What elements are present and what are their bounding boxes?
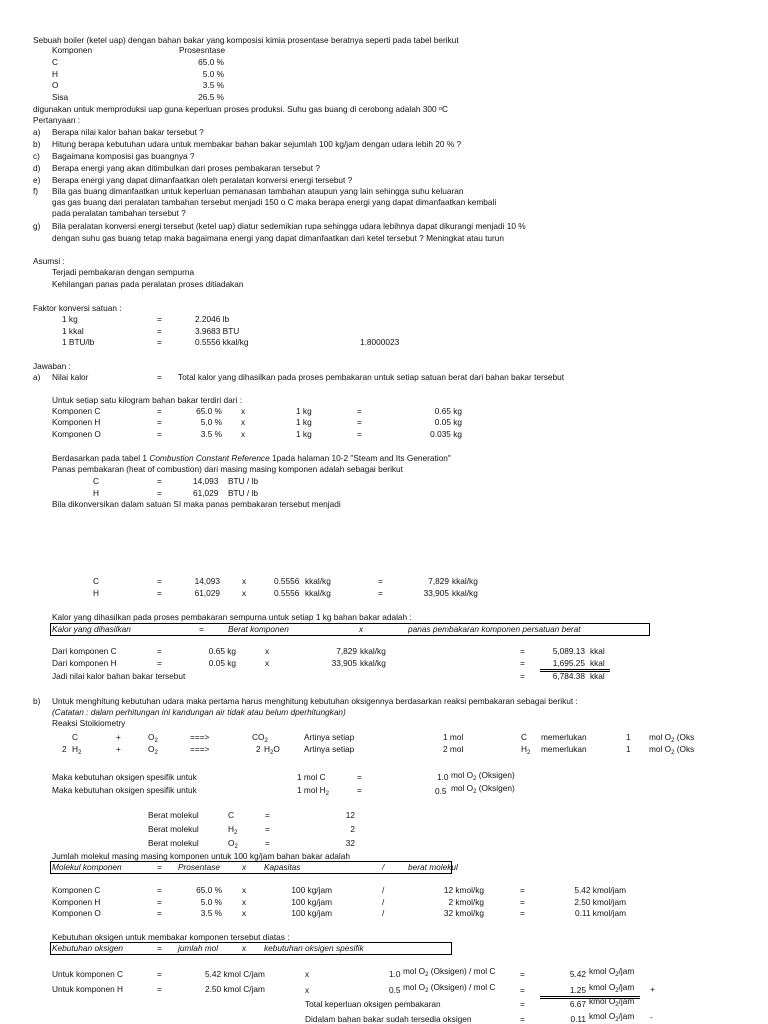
equals: = <box>357 406 362 416</box>
times: x <box>241 406 246 416</box>
komp-percent: 3.5 % <box>200 429 222 439</box>
equals: = <box>265 824 270 834</box>
mol-label: Komponen O <box>52 908 101 918</box>
question-text: dengan suhu gas buang tetap maka bagaimana energi yang dapat dimanfaatkan dari ketel tersebut ? Meningkat atau turun <box>52 233 505 243</box>
equals: = <box>157 588 162 598</box>
bm-element: C <box>228 810 234 820</box>
divide: / <box>382 908 385 918</box>
answer-label: a) <box>33 372 41 382</box>
question-text: gas gas buang dari peralatan tambahan tersebut menjadi 150 o C maka berapa energi yang dapat dimanfaatkan kembali <box>52 197 497 207</box>
komp-label: Komponen C <box>52 406 101 416</box>
equals: = <box>157 646 162 656</box>
equals: = <box>157 429 162 439</box>
untuk-factor: 0.5 <box>389 985 401 995</box>
asumsi-item: Terjadi pembakaran dengan sempurna <box>52 267 195 277</box>
equals: = <box>157 337 162 347</box>
mol-bm: 32 kmol/kg <box>443 908 484 918</box>
equals: = <box>520 908 525 918</box>
didalam-label: Didalam bahan bakar sudah tersedia oksigen <box>305 1014 472 1024</box>
untuk-mol: 5.42 kmol C/jam <box>205 969 265 979</box>
mol-result: 5.42 kmol/jam <box>574 885 626 895</box>
formula-term: Kebutuhan oksigen <box>52 943 124 953</box>
comp-value: 3.5 % <box>202 80 224 90</box>
equals: = <box>157 372 162 382</box>
dari-result: 1,695.25 <box>552 658 585 668</box>
formula-term: jumlah mol <box>178 943 219 953</box>
dari-heat: 7,829 <box>336 646 357 656</box>
times: x <box>265 646 270 656</box>
komp-label: Komponen H <box>52 417 101 427</box>
r1-lhs1: C <box>72 732 78 742</box>
times: x <box>241 417 246 427</box>
untuk-unit: mol $O_2$ (Oksigen) / mol C <box>403 966 496 978</box>
b-intro: Untuk menghitung kebutuhan udara maka pertama harus menghitung kebutuhan oksigennya berdasarkan reaksi pembakaran sebagai berikut : <box>52 696 578 706</box>
plus: + <box>116 744 121 754</box>
times: x <box>242 908 247 918</box>
formula-term: Kalor yang dihasilkan <box>52 624 131 634</box>
bm-value: 32 <box>345 838 355 848</box>
formula-times: x <box>359 624 364 634</box>
equals: = <box>157 476 162 486</box>
mol-cap: 100 kg/jam <box>291 908 332 918</box>
r1-lhs2: $O_2$ <box>148 732 158 744</box>
kebutuhan-line: Kebutuhan oksigen untuk membakar komponen tersebut diatas : <box>52 932 290 942</box>
r1-mol: 1 mol <box>443 732 464 742</box>
formula-term: Prosentase <box>178 862 220 872</box>
kalor-sempurna-line: Kalor yang dihasilkan pada proses pembakaran sempurna untuk setiap 1 kg bahan bakar adalah : <box>52 612 412 622</box>
formula-term: berat molekul <box>408 862 458 872</box>
ref-italic: Combustion Constant Reference <box>149 453 270 463</box>
r1-mol-o2: mol $O_2$ (Oks <box>649 732 695 744</box>
times: x <box>242 588 247 598</box>
mol-label: Komponen C <box>52 885 101 895</box>
formula-eq: = <box>157 862 162 872</box>
comp-value: 5.0 % <box>202 69 224 79</box>
spes-mol: 1 mol $H_2$ <box>297 785 329 797</box>
answer-title: Nilai kalor <box>52 372 89 382</box>
total-value: 6.67 <box>569 999 586 1009</box>
spes-mol: 1 mol C <box>297 772 326 782</box>
nilai-kalor-definition: Total kalor yang dihasilkan pada proses pembakaran untuk setiap satuan berat dari bahan bakar tersebut <box>178 372 565 382</box>
equals: = <box>157 326 162 336</box>
equals: = <box>520 885 525 895</box>
formula-times: x <box>242 862 247 872</box>
formula-term: kebutuhan oksigen spesifik <box>264 943 364 953</box>
jadi-line: Jadi nilai kalor bahan bakar tersebut <box>52 671 186 681</box>
answer-label: b) <box>33 696 41 706</box>
question-text: Bagaimana komposisi gas buangnya ? <box>52 151 195 161</box>
asumsi-item: Kehilangan panas pada peralatan proses ditiadakan <box>52 279 244 289</box>
kkal-result-unit: kkal/kg <box>452 588 478 598</box>
bm-element: $O_2$ <box>228 838 238 850</box>
komp-result: 0.035 kg <box>430 429 462 439</box>
question-number: c) <box>33 151 40 161</box>
r2-lhs1: $H_2$ <box>72 744 82 756</box>
dari-heat: 33,905 <box>331 658 357 668</box>
nilai-kalor-total: 6,784.38 <box>552 671 585 681</box>
plus: + <box>116 732 121 742</box>
untuk-result: 5.42 <box>569 969 586 979</box>
kkal-factor-unit: kkal/kg <box>305 576 331 586</box>
faktor-value: 0.5556 kkal/kg <box>195 337 249 347</box>
equals: = <box>378 588 383 598</box>
mol-cap: 100 kg/jam <box>291 885 332 895</box>
times: x <box>241 429 246 439</box>
btu-element: C <box>93 476 99 486</box>
ref-pre: Berdasarkan pada tabel 1 <box>52 453 150 463</box>
r2-coef: 2 <box>62 744 67 754</box>
faktor-unit: 1 kkal <box>62 326 84 336</box>
jumlah-line: Jumlah molekul masing masing komponen untuk 100 kg/jam bahan bakar adalah <box>52 851 350 861</box>
comp-name: C <box>52 57 58 67</box>
komp-label: Komponen O <box>52 429 101 439</box>
untuk-unit: mol $O_2$ (Oksigen) / mol C <box>403 982 496 994</box>
faktor-extra: 1.8000023 <box>360 337 400 347</box>
kkal-element: C <box>93 576 99 586</box>
komp-result: 0.05 kg <box>434 417 462 427</box>
equals: = <box>520 646 525 656</box>
equals: = <box>157 314 162 324</box>
didalam-value: 0.11 <box>570 1014 586 1024</box>
col-header-komponen: Komponen <box>52 45 93 55</box>
equals: = <box>357 785 362 795</box>
btu-unit: BTU / lb <box>228 476 258 486</box>
untuk-label: Untuk komponen C <box>52 969 124 979</box>
memerlukan: memerlukan <box>541 744 587 754</box>
memerlukan: memerlukan <box>541 732 587 742</box>
r1-element: C <box>521 732 527 742</box>
equals: = <box>357 772 362 782</box>
reaksi-title: Reaksi Stoikiometry <box>52 718 126 728</box>
comp-name: O <box>52 80 59 90</box>
kkal-result: 7,829 <box>428 576 449 586</box>
comp-value: 26.5 % <box>198 92 224 102</box>
equals: = <box>520 969 525 979</box>
artinya: Artinya setiap <box>304 732 355 742</box>
divide: / <box>382 885 385 895</box>
question-number: f) <box>33 186 39 196</box>
spes-value: 0.5 <box>435 786 447 796</box>
faktor-unit: 1 BTU/lb <box>62 337 95 347</box>
bm-value: 12 <box>345 810 355 820</box>
bm-value: 2 <box>350 824 355 834</box>
si-line: Bila dikonversikan dalam satuan SI maka panas pembakaran tersebut menjadi <box>52 499 341 509</box>
dari-kg: 0.65 kg <box>208 646 236 656</box>
question-text: Bila peralatan konversi energi tersebut (ketel uap) diatur sedemikian rupa sehingga udara lebihnya dapat dikurangi menjadi 10 % <box>52 221 526 231</box>
faktor-value: 3.9683 BTU <box>195 326 240 336</box>
ref-post: 1pada halaman 10-2 "Steam and Its Generation" <box>269 453 451 463</box>
formula-term: Molekul komponen <box>52 862 122 872</box>
r2-product: $H_2O$ <box>264 744 280 756</box>
b-catatan: (Catatan : dalam perhitungan ini kandungan air tidak atau belum dperhitungkan) <box>52 707 346 717</box>
sum-minus: - <box>650 1012 653 1022</box>
equals: = <box>520 1014 525 1024</box>
equals: = <box>157 658 162 668</box>
untuk-result: 1.25 <box>569 985 586 995</box>
mol-result: 0.11 kmol/jam <box>574 908 626 918</box>
questions-title: Pertanyaan : <box>33 115 81 125</box>
question-text: Hitung berapa kebutuhan udara untuk membakar bahan bakar sejumlah 100 kg/jam dengan udara lebih 20 % ? <box>52 139 462 149</box>
mol-bm: 12 kmol/kg <box>443 885 484 895</box>
r2-coef: 2 <box>256 744 261 754</box>
untuk-mol: 2.50 kmol C/jam <box>205 984 265 994</box>
reference-line <box>52 454 451 462</box>
per-kg-intro: Untuk setiap satu kilogram bahan bakar terdiri dari : <box>52 395 243 405</box>
question-text: Berapa nilai kalor bahan bakar tersebut ? <box>52 127 204 137</box>
r2-element: $H_2$ <box>521 744 531 756</box>
sum-underline <box>540 669 610 670</box>
spes-unit: mol $O_2$ (Oksigen) <box>451 770 515 782</box>
total-label: Total keperluan oksigen pembakaran <box>305 999 441 1009</box>
bm-element: $H_2$ <box>228 824 238 836</box>
question-number: b) <box>33 139 41 149</box>
sum-plus: + <box>650 984 655 994</box>
equals: = <box>157 984 162 994</box>
mol-percent: 5.0 % <box>200 897 222 907</box>
equals: = <box>520 985 525 995</box>
kkal-btu: 61,029 <box>194 588 220 598</box>
kkal-result-unit: kkal/kg <box>452 576 478 586</box>
dari-result-unit: kkal <box>590 658 605 668</box>
question-number: g) <box>33 221 41 231</box>
times: x <box>242 576 247 586</box>
komp-kg: 1 kg <box>296 406 312 416</box>
faktor-unit: 1 kg <box>62 314 78 324</box>
dari-label: Dari komponen C <box>52 646 117 656</box>
dari-result-unit: kkal <box>590 646 605 656</box>
equals: = <box>157 969 162 979</box>
kkal-factor-unit: kkal/kg <box>305 588 331 598</box>
spes-unit: mol $O_2$ (Oksigen) <box>451 783 515 795</box>
formula-term: panas pembakaran komponen persatuan berat <box>408 624 581 634</box>
equals: = <box>520 671 525 681</box>
komp-kg: 1 kg <box>296 417 312 427</box>
r2-mol: 2 mol <box>443 744 464 754</box>
nilai-kalor-unit: kkal <box>590 671 605 681</box>
dari-kg: 0.05 kg <box>208 658 236 668</box>
dari-result: 5,089.13 <box>552 646 585 656</box>
times: x <box>242 897 247 907</box>
equals: = <box>265 810 270 820</box>
dari-label: Dari komponen H <box>52 658 117 668</box>
question-text: Berapa energi yang akan ditimbulkan dari proses pembakaran tersebut ? <box>52 163 320 173</box>
times: x <box>305 969 310 979</box>
formula-eq: = <box>157 943 162 953</box>
r1-n: 1 <box>626 732 631 742</box>
r2-mol-o2: mol $O_2$ (Oks <box>649 744 695 756</box>
problem-statement: Sebuah boiler (ketel uap) dengan bahan bakar yang komposisi kimia prosentase beratnya seperti pada tabel berikut <box>33 35 459 45</box>
faktor-value: 2.2046 lb <box>195 314 230 324</box>
times: x <box>305 985 310 995</box>
spes-value: 1.0 <box>437 772 449 782</box>
mol-label: Komponen H <box>52 897 101 907</box>
bm-label: Berat molekul <box>148 810 199 820</box>
formula-times: x <box>242 943 247 953</box>
question-number: e) <box>33 175 41 185</box>
untuk-result-unit: kmol $O_2$/jam <box>589 966 635 978</box>
equals: = <box>157 406 162 416</box>
spes-label: Maka kebutuhan oksigen spesifik untuk <box>52 785 197 795</box>
equals: = <box>520 897 525 907</box>
mol-percent: 65.0 % <box>196 885 222 895</box>
kkal-factor: 0.5556 <box>274 588 300 598</box>
r2-n: 1 <box>626 744 631 754</box>
equals: = <box>265 838 270 848</box>
arrow: ===> <box>190 732 210 742</box>
equals: = <box>520 999 525 1009</box>
question-text: Berapa energi yang dapat dimanfaatkan oleh peralatan konversi energi tersebut ? <box>52 175 353 185</box>
mol-cap: 100 kg/jam <box>291 897 332 907</box>
equals: = <box>157 576 162 586</box>
mol-bm: 2 kmol/kg <box>448 897 484 907</box>
kkal-element: H <box>93 588 99 598</box>
total-unit: kmol $O_2$/jam <box>589 996 635 1008</box>
dari-heat-unit: kkal/kg <box>360 646 386 656</box>
komp-kg: 1 kg <box>296 429 312 439</box>
comp-value: 65.0 % <box>198 57 224 67</box>
arrow: ===> <box>190 744 210 754</box>
bm-label: Berat molekul <box>148 824 199 834</box>
untuk-result-unit: kmol $O_2$/jam <box>589 982 635 994</box>
kkal-btu: 14,093 <box>194 576 220 586</box>
btu-value: 14,093 <box>193 476 219 486</box>
komp-percent: 5.0 % <box>200 417 222 427</box>
bm-label: Berat molekul <box>148 838 199 848</box>
komp-percent: 65.0 % <box>196 406 222 416</box>
formula-div: / <box>382 862 385 872</box>
equals: = <box>157 488 162 498</box>
artinya: Artinya setiap <box>304 744 355 754</box>
untuk-factor: 1.0 <box>389 969 401 979</box>
equals: = <box>157 885 162 895</box>
btu-unit: BTU / lb <box>228 488 258 498</box>
times: x <box>265 658 270 668</box>
divide: / <box>382 897 385 907</box>
faktor-title: Faktor konversi satuan : <box>33 303 122 313</box>
question-text: Bila gas buang dimanfaatkan untuk keperluan pemanasan tambahan ataupun yang lain sehingga suhu keluaran <box>52 186 464 196</box>
equals: = <box>357 417 362 427</box>
kkal-result: 33,905 <box>423 588 449 598</box>
untuk-label: Untuk komponen H <box>52 984 124 994</box>
r2-lhs2: $O_2$ <box>148 744 158 756</box>
didalam-unit: kmol $O_2$/jam <box>589 1011 635 1023</box>
equals: = <box>378 576 383 586</box>
spes-label: Maka kebutuhan oksigen spesifik untuk <box>52 772 197 782</box>
btu-value: 61,029 <box>193 488 219 498</box>
panas-line: Panas pembakaran (heat of combustion) dari masing masing komponen adalah sebagai berikut <box>52 464 403 474</box>
question-number: d) <box>33 163 41 173</box>
dari-heat-unit: kkal/kg <box>360 658 386 668</box>
equals: = <box>157 417 162 427</box>
comp-name: H <box>52 69 58 79</box>
btu-element: H <box>93 488 99 498</box>
usage-line: digunakan untuk memproduksi uap guna keperluan proses produksi. Suhu gas buang di cerobong adalah 300 ᵒC <box>33 104 449 114</box>
asumsi-title: Asumsi : <box>33 256 65 266</box>
mol-result: 2.50 kmol/jam <box>574 897 626 907</box>
comp-name: Sisa <box>52 92 69 102</box>
formula-eq: = <box>199 624 204 634</box>
kkal-factor: 0.5556 <box>274 576 300 586</box>
question-text: pada peralatan tambahan tersebut ? <box>52 208 186 218</box>
komp-result: 0.65 kg <box>434 406 462 416</box>
question-number: a) <box>33 127 41 137</box>
jawaban-title: Jawaban : <box>33 361 71 371</box>
r1-product: $CO_2$ <box>252 732 268 744</box>
col-header-prosentase: Prosesntase <box>179 45 226 55</box>
mol-percent: 3.5 % <box>200 908 222 918</box>
equals: = <box>357 429 362 439</box>
formula-term: Berat komponen <box>228 624 289 634</box>
equals: = <box>157 897 162 907</box>
equals: = <box>520 658 525 668</box>
times: x <box>242 885 247 895</box>
formula-term: Kapasitas <box>264 862 301 872</box>
equals: = <box>157 908 162 918</box>
